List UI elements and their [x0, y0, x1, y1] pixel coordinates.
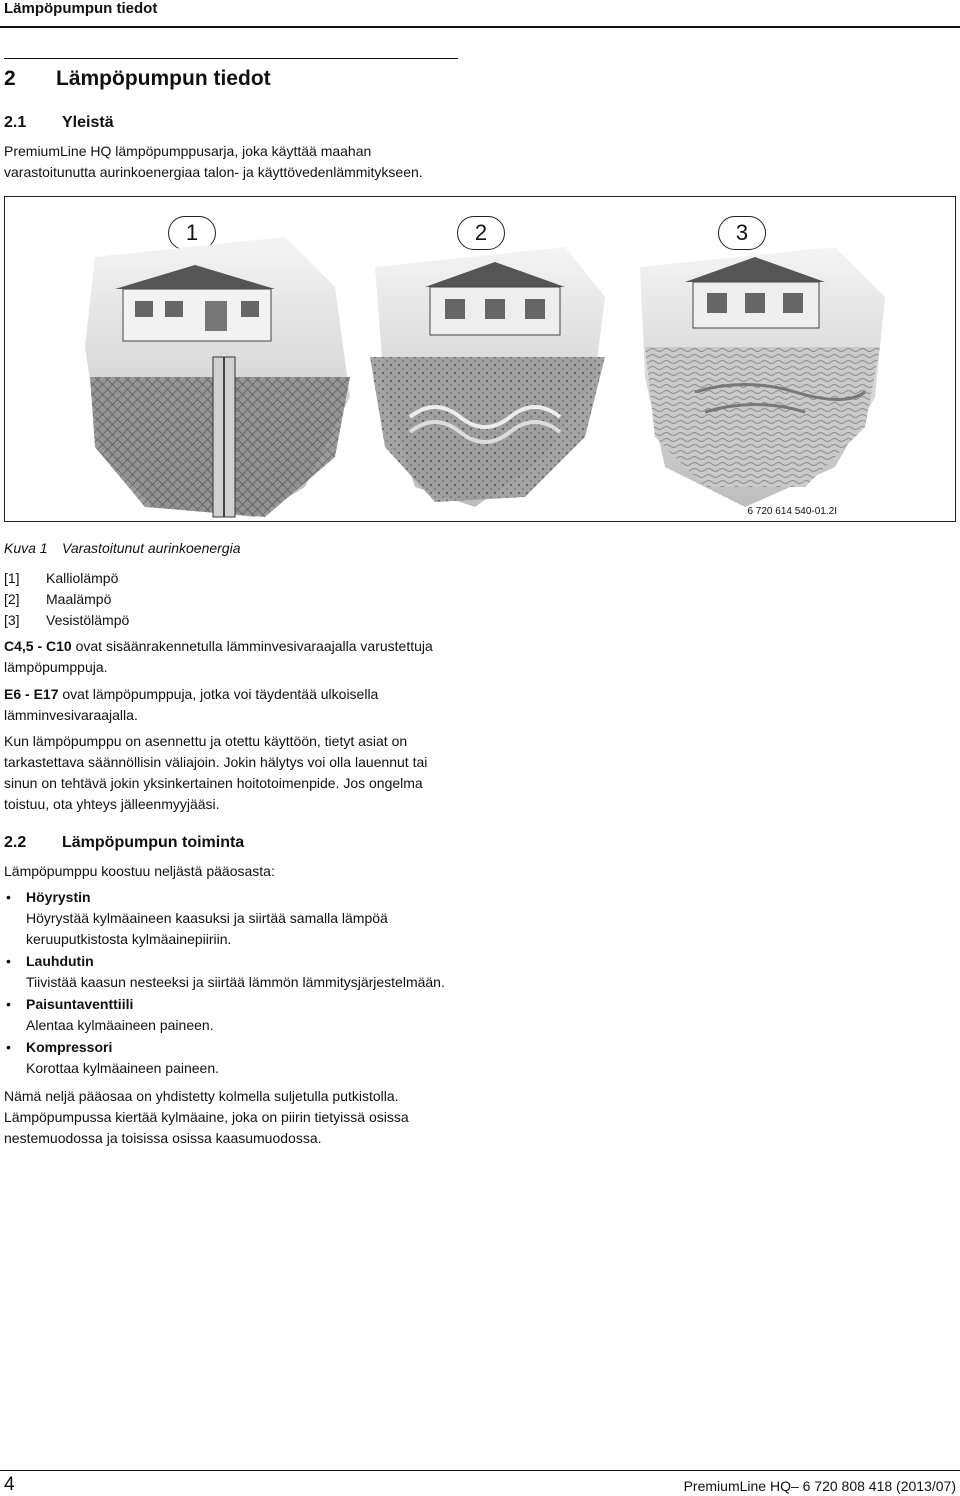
figure-code: 6 720 614 540-01.2I	[747, 506, 837, 517]
intro-line: varastoitunutta aurinkoenergiaa talon- ja käyttövedenlämmitykseen.	[4, 164, 423, 180]
intro-paragraph	[4, 141, 524, 183]
subsection-title: Yleistä	[62, 114, 114, 131]
section-number: 2	[4, 67, 16, 90]
subsection-number: 2.2	[4, 834, 27, 851]
figure-legend	[4, 568, 129, 631]
closing-paragraph: Nämä neljä pääosaa on yhdistetty kolmella suljetulla putkistolla. Lämpöpumpussa kiertää kylmäaine, joka on piirin tietyissä osissa nestemuodossa ja toisissa osissa kaasumuodossa.	[4, 1088, 409, 1146]
legend-item: [2] Maalämpö	[4, 591, 112, 607]
operation-intro: Lämpöpumppu koostuu neljästä pääosasta:	[4, 863, 275, 879]
page-number: 4	[4, 1474, 15, 1495]
scene-lake	[640, 247, 885, 507]
figure-caption	[4, 540, 241, 556]
list-item: • Paisuntaventtiili Alentaa kylmäaineen paineen.	[6, 996, 214, 1033]
subsection-title: Lämpöpumpun toiminta	[62, 834, 245, 851]
e-models: E6 - E17	[4, 686, 59, 702]
list-item: • Kompressori Korottaa kylmäaineen paineen.	[6, 1039, 220, 1076]
houses-illustration	[5, 227, 955, 527]
scene-bedrock	[85, 237, 350, 517]
legend-item: [3] Vesistölämpö	[4, 612, 130, 628]
subsection-heading-operation	[4, 834, 244, 852]
solar-energy-figure	[4, 196, 956, 522]
section-rule	[4, 58, 458, 59]
subsection-number: 2.1	[4, 114, 27, 131]
list-item: • Höyrystin Höyrystää kylmäaineen kaasuksi ja siirtää samalla lämpöä keruuputkistosta kylmäainepiiriin.	[6, 889, 388, 947]
service-paragraph: Kun lämpöpumppu on asennettu ja otettu käyttöön, tietyt asiat on tarkastettava säännöllisin väliajoin. Jokin hälytys voi olla lauennut tai sinun on tehtävä jokin yksinkertainen hoitotoimenpide. Jos ongelma toistuu, ota yhteys jälleenmyyjääsi.	[4, 733, 428, 812]
list-item: • Lauhdutin Tiivistää kaasun nesteeksi ja siirtää lämmön lämmitysjärjestelmään.	[6, 953, 445, 990]
intro-line: PremiumLine HQ lämpöpumppusarja, joka käyttää maahan	[4, 143, 372, 159]
caption-text: Varastoitunut aurinkoenergia	[62, 540, 241, 556]
section-heading	[4, 67, 271, 91]
c-models: C4,5 - C10	[4, 638, 72, 654]
components-list	[4, 887, 464, 1080]
footer-document-id: PremiumLine HQ– 6 720 808 418 (2013/07)	[683, 1478, 956, 1494]
header-rule	[0, 26, 960, 28]
e-models-paragraph: E6 - E17 ovat lämpöpumppuja, jotka voi täydentää ulkoisella lämminvesivaraajalla.	[4, 686, 379, 723]
figure-marker-3: 3	[718, 216, 766, 250]
caption-label: Kuva 1	[4, 540, 48, 556]
subsection-heading-general	[4, 114, 114, 132]
figure-marker-2: 2	[457, 216, 505, 250]
footer-rule	[0, 1470, 960, 1471]
c-models-paragraph: C4,5 - C10 ovat sisäänrakennetulla lämminvesivaraajalla varustettuja lämpöpumppuja.	[4, 638, 433, 675]
figure-marker-1: 1	[168, 216, 216, 250]
section-title: Lämpöpumpun tiedot	[56, 67, 271, 90]
legend-item: [1] Kalliolämpö	[4, 570, 119, 586]
scene-ground	[370, 247, 605, 507]
running-header: Lämpöpumpun tiedot	[4, 0, 158, 17]
